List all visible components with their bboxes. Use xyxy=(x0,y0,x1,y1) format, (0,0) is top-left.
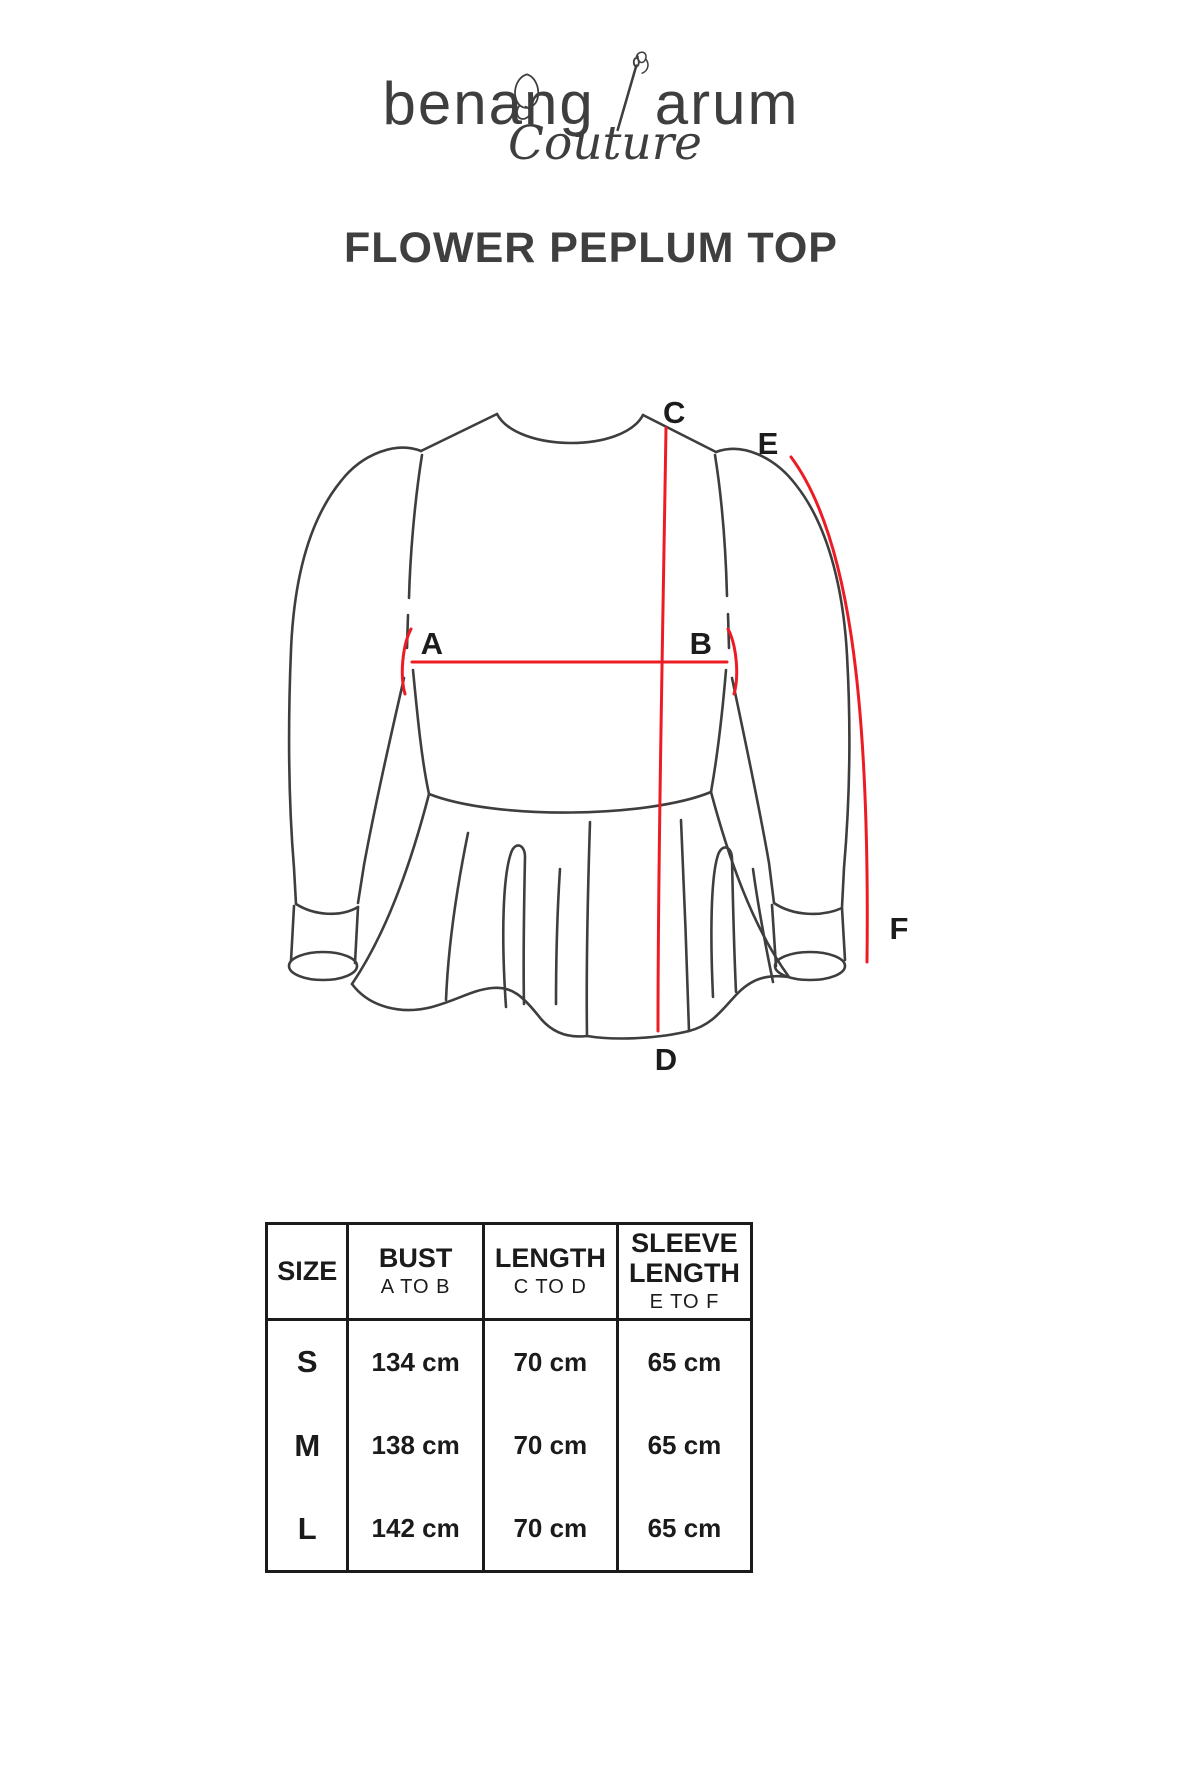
brand-word-jarum: arum xyxy=(654,70,800,137)
marker-d: D xyxy=(654,1042,678,1077)
brand-logo xyxy=(0,44,1182,171)
sleeve-length-s: 65 cm xyxy=(617,1320,751,1404)
marker-f: F xyxy=(889,911,909,946)
col-header-size xyxy=(267,1224,348,1320)
bust-m: 138 cm xyxy=(348,1404,483,1488)
table-row-m xyxy=(267,1404,752,1488)
col-title-sleeve-length: SLEEVE LENGTH xyxy=(628,1228,740,1288)
measurement-labels xyxy=(421,395,909,1077)
col-title-size: SIZE xyxy=(277,1255,338,1286)
sleeve-line-e-f xyxy=(791,457,867,962)
marker-a: A xyxy=(420,626,443,661)
size-chart-table xyxy=(265,1222,753,1573)
marker-e: E xyxy=(757,426,779,461)
col-title-length: LENGTH xyxy=(494,1242,606,1273)
col-header-bust xyxy=(348,1224,483,1320)
sleeve-length-l: 65 cm xyxy=(617,1488,751,1572)
armpit-tick-b xyxy=(728,629,737,694)
bust-l: 142 cm xyxy=(348,1488,483,1572)
brand-word-benang: benang xyxy=(382,70,595,137)
table-row-l xyxy=(267,1488,752,1572)
armpit-tick-a xyxy=(402,629,411,694)
brand-tagline: Couture xyxy=(508,116,702,171)
size-chart-header-row xyxy=(267,1224,752,1320)
length-l: 70 cm xyxy=(483,1488,617,1572)
garment-sketch xyxy=(289,414,849,1038)
size-m: M xyxy=(294,1427,321,1463)
col-title-bust: BUST xyxy=(378,1242,453,1273)
col-header-length xyxy=(483,1224,617,1320)
col-subtitle-sleeve-length: E TO F xyxy=(649,1290,720,1313)
bust-s: 134 cm xyxy=(348,1320,483,1404)
length-line-c-d xyxy=(658,428,666,1031)
table-row-s xyxy=(267,1320,752,1404)
length-s: 70 cm xyxy=(483,1320,617,1404)
length-m: 70 cm xyxy=(483,1404,617,1488)
size-l: L xyxy=(297,1510,317,1546)
size-s: S xyxy=(296,1344,318,1380)
marker-c: C xyxy=(663,395,686,430)
col-subtitle-bust: A TO B xyxy=(380,1276,451,1299)
product-title: FLOWER PEPLUM TOP xyxy=(344,224,838,272)
col-subtitle-length: C TO D xyxy=(513,1276,587,1299)
marker-b: B xyxy=(689,626,712,661)
measurement-lines xyxy=(402,428,867,1031)
col-header-sleeve-length xyxy=(617,1224,751,1320)
sleeve-length-m: 65 cm xyxy=(617,1404,751,1488)
